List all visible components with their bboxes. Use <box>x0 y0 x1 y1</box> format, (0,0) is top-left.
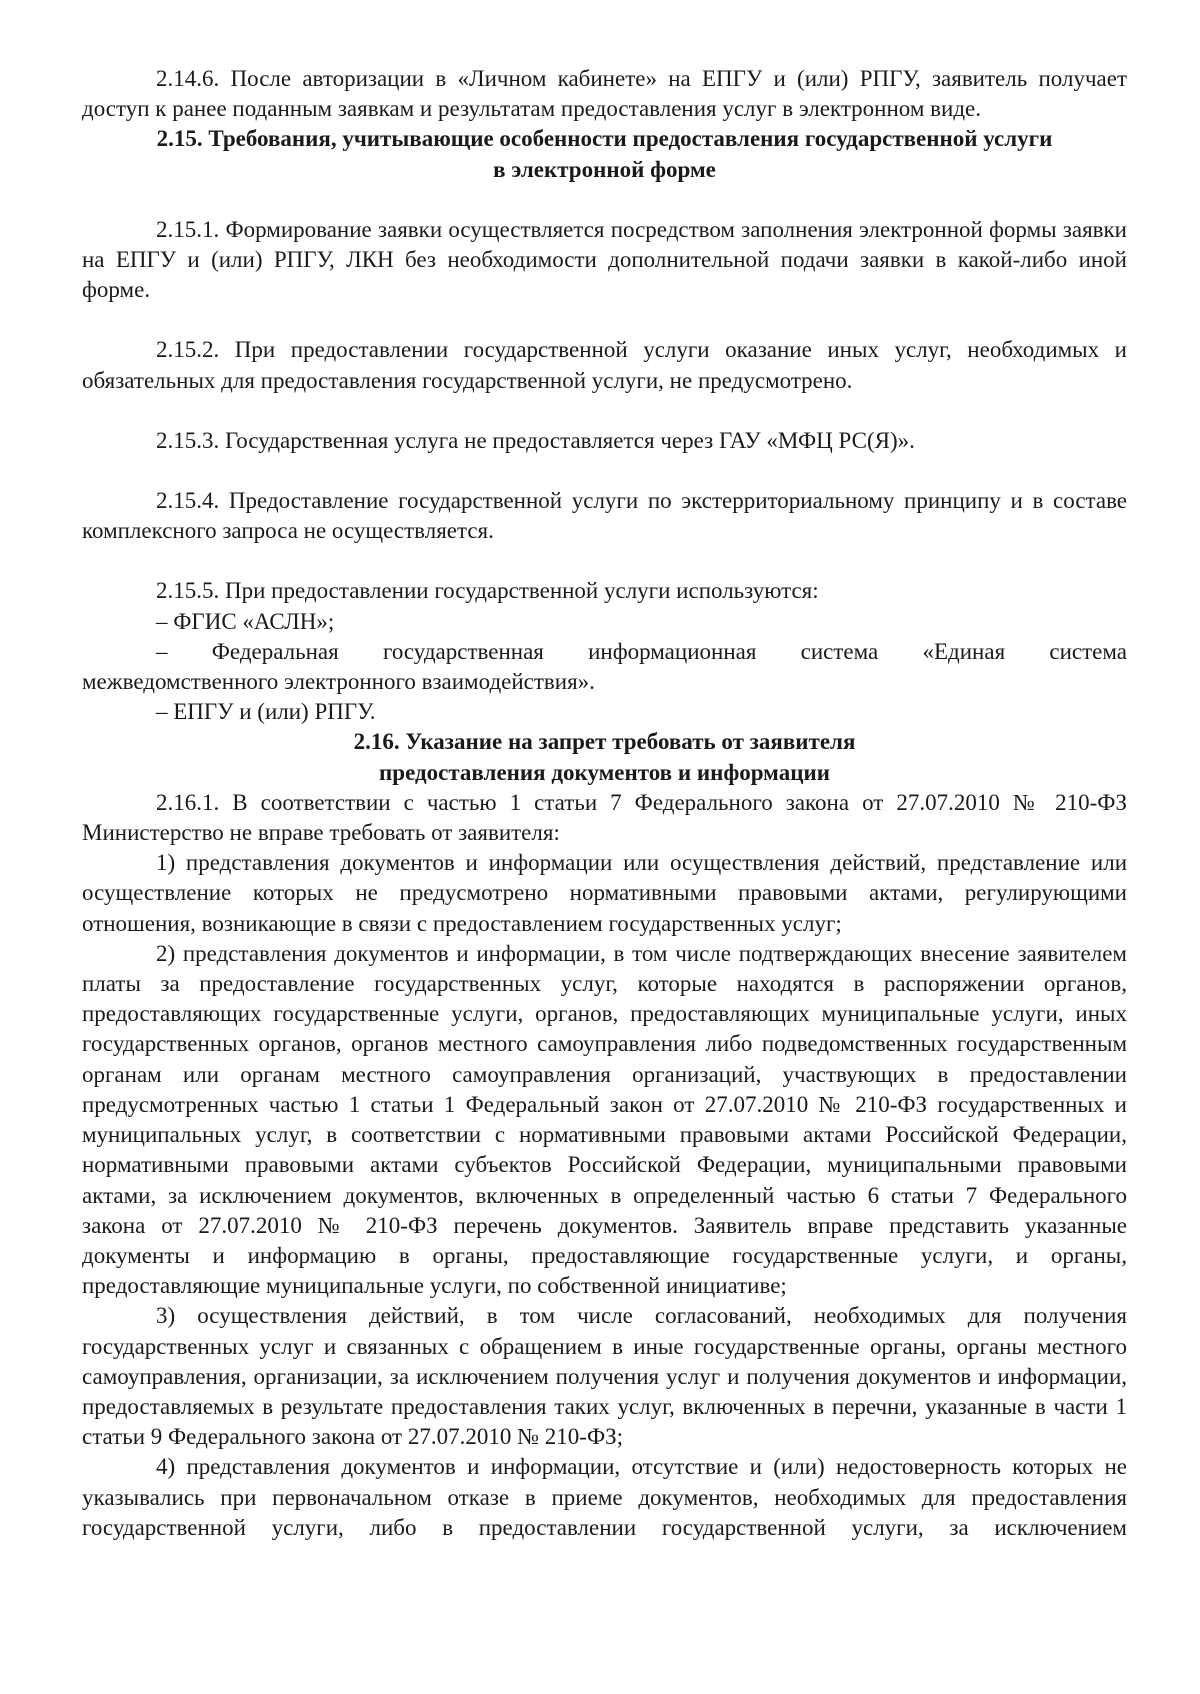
paragraph-2-16-1: 2.16.1. В соответствии с частью 1 статьи 7 Федерального закона от 27.07.2010 № 210-ФЗ Министерство не вправе требовать от заявителя: <box>82 789 1127 846</box>
paragraph-2-15-4: 2.15.4. Предоставление государственной услуги по экстерриториальному принципу и в составе комплексного запроса не осуществляется. <box>82 488 1127 544</box>
document-page <box>82 64 1127 1543</box>
list-item-3: 3) осуществления действий, в том числе согласований, необходимых для получения государственных услуг и связанных с обращением в иные государственные органы, органы местного самоуправления, организации, за исключением получения услуг и получения документов и информации, предоставляемых в результате предоставления таких услуг, включенных в перечни, указанные в части 1 статьи 9 Федерального закона от 27.07.2010 № 210-ФЗ; <box>82 1303 1127 1450</box>
paragraph-2-15-5: 2.15.5. При предоставлении государственной услуги используются: <box>156 578 819 604</box>
list-item-1: 1) представления документов и информации или осуществления действий, представление или осуществление которых не предусмотрено нормативными правовыми актами, регулирующими отношения, возникающие в связи с предоставлением государственных услуг; <box>82 850 1127 936</box>
paragraph-2-15-3: 2.15.3. Государственная услуга не предоставляется через ГАУ «МФЦ РС(Я)». <box>156 427 915 453</box>
heading-2-15-line-1: 2.15. Требования, учитывающие особенности предоставления государственной услуги <box>156 126 1053 152</box>
list-item-2: 2) представления документов и информации, в том числе подтверждающих внесение заявителем платы за предоставление государственных услуг, которые находятся в распоряжении органов, предоставляющих государственные услуги, органов, предоставляющих муниципальные услуги, иных государственных органов, органов местного самоуправления либо подведомственных государственным органам или органам местного самоуправления организаций, участвующих в предоставлении предусмотренных частью 1 статьи 1 Федеральный закон от 27.07.2010 № 210-ФЗ государственных и муниципальных услуг, в соответствии с нормативными правовыми актами Российской Федерации, нормативными правовыми актами субъектов Российской Федерации, муниципальными правовыми актами, за исключением документов, включенных в определенный частью 6 статьи 7 Федерального закона от 27.07.2010 № 210-ФЗ перечень документов. Заявитель вправе представить указанные документы и информацию в органы, предоставляющие государственные услуги, и органы, предоставляющие муниципальные услуги, по собственной инициативе; <box>82 940 1127 1299</box>
paragraph-2-15-2: 2.15.2. При предоставлении государственной услуги оказание иных услуг, необходимых и обязательных для предоставления государственной услуги, не предусмотрено. <box>82 337 1127 393</box>
list-item-smev-line-2: межведомственного электронного взаимодействия». <box>82 669 595 695</box>
heading-2-16-line-2: предоставления документов и информации <box>379 759 830 785</box>
paragraph-2-15-1: 2.15.1. Формирование заявки осуществляется посредством заполнения электронной формы заявки на ЕПГУ и (или) РПГУ, ЛКН без необходимости дополнительной подачи заявки в какой-либо иной форме. <box>82 216 1127 303</box>
list-item-4: 4) представления документов и информации, отсутствие и (или) недостоверность которых не указывались при первоначальном отказе в приеме документов, необходимых для предоставления государственной услуги, либо в предоставлении государственной услуги, за исключением <box>82 1454 1127 1540</box>
list-item-fgis: – ФГИС «АСЛН»; <box>156 608 335 634</box>
heading-2-16-line-1: 2.16. Указание на запрет требовать от заявителя <box>353 729 856 755</box>
paragraph-2-14-6: 2.14.6. После авторизации в «Личном кабинете» на ЕПГУ и (или) РПГУ, заявитель получает доступ к ранее поданным заявкам и результатам предоставления услуг в электронном виде. <box>82 66 1127 122</box>
heading-2-15 <box>82 124 1127 184</box>
heading-2-16 <box>82 727 1127 787</box>
heading-2-15-line-2: в электронной форме <box>493 156 716 182</box>
list-item-epgu: – ЕПГУ и (или) РПГУ. <box>156 699 376 725</box>
list-item-smev-line-1: – Федеральная государственная информационная система «Единая система <box>156 638 1127 664</box>
